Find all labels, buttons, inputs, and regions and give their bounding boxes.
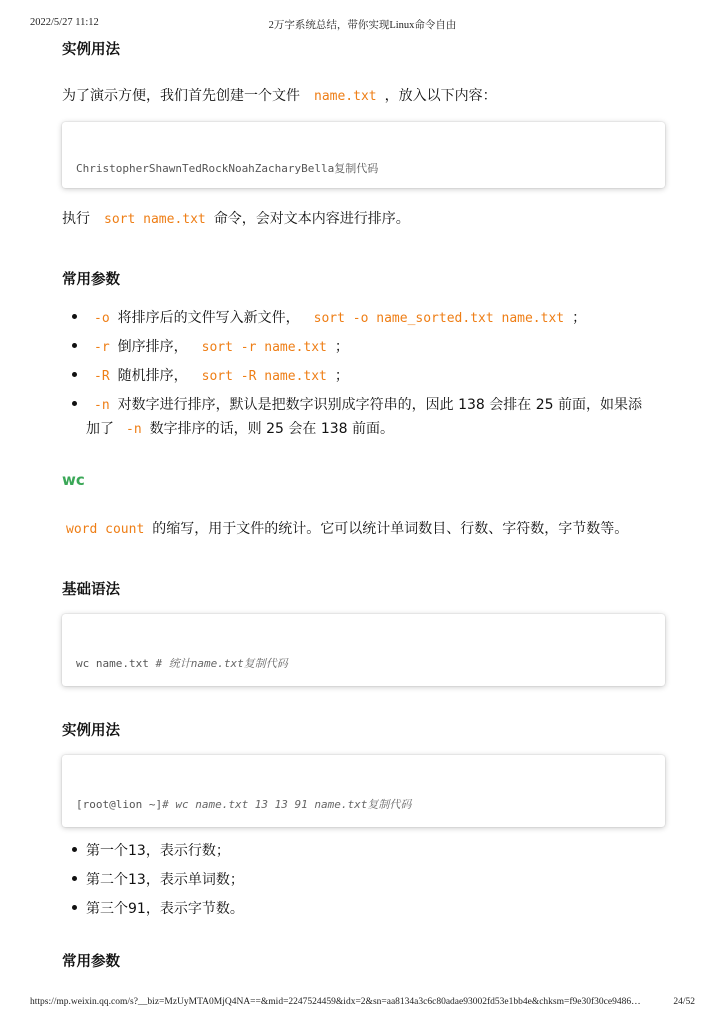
inline-code-flag: -n [126,422,142,437]
inline-code-flag: -o [94,311,110,326]
param-end: ； [334,339,349,355]
print-datetime: 2022/5/27 11:12 [30,17,99,28]
result-text: 第二个13，表示单词数； [86,872,244,888]
bullet [72,876,77,881]
wc-desc-text: 的缩写，用于文件的统计。它可以统计单词数目、行数、字符数，字节数等。 [152,521,629,537]
code-line [76,655,288,671]
inline-code-example: sort -o name_sorted.txt name.txt [313,311,565,326]
copy-code-link[interactable]: 复制代码 [334,162,379,175]
result-text: 第三个91，表示字节数。 [86,901,244,917]
inline-code-filename: name.txt [314,89,377,104]
code-content: wc name.txt [76,657,156,670]
param-desc: 对数字进行排序，默认是把数字识别成字符串的，因此 138 会排在 25 前面，如果添 [117,397,642,413]
inline-code-example: sort -R name.txt [201,369,327,384]
section-heading-wc-params: 常用参数 [62,954,120,970]
intro-text-after: ，放入以下内容： [384,88,497,104]
sort-exec-paragraph [62,208,410,228]
code-line [76,160,378,176]
bullet [72,314,77,319]
list-item-continuation [86,418,394,438]
code-block-wc-basic [62,614,665,686]
result-text: 第一个13，表示行数； [86,843,230,859]
exec-text: 执行 [62,211,90,227]
inline-code-flag: -n [94,398,110,413]
param-desc: 将排序后的文件写入新文件， [117,310,300,326]
intro-text: 为了演示方便，我们首先创建一个文件 [62,88,300,104]
inline-code-sort: sort name.txt [104,212,206,227]
param-desc: 倒序排序， [117,339,188,355]
exec-text-after: 命令，会对文本内容进行排序。 [213,211,410,227]
section-heading-wc-example: 实例用法 [62,723,120,739]
inline-code-example: sort -r name.txt [201,340,327,355]
bullet [72,905,77,910]
print-url: https://mp.weixin.qq.com/s?__biz=MzUyMTA0MjQ4NA==&mid=2247524459&idx=2&sn=aa8134a3c6c80adae93002fd53e1bb4e&chksm=f9e30f30ce9486… [30,997,641,1007]
inline-code-word-count: word count [66,522,145,537]
page-number: 24/52 [673,997,695,1007]
code-block-wc-example [62,755,665,827]
section-heading-wc-basic: 基础语法 [62,582,120,598]
inline-code-flag: -r [94,340,110,355]
sort-intro-paragraph [62,85,497,105]
wc-desc-paragraph [62,518,628,538]
param-desc: 加了 [86,421,114,437]
bullet [72,343,77,348]
print-title: 2万字系统总结，带你实现Linux命令自由 [268,20,457,31]
code-comment: # 统计name.txt复制代码 [155,657,288,670]
code-block-names [62,122,665,188]
section-heading-sort-example: 实例用法 [62,42,120,58]
bullet [72,401,77,406]
param-desc: 随机排序， [117,368,188,384]
code-comment: # wc name.txt 13 13 91 name.txt复制代码 [162,798,412,811]
code-line [76,796,411,812]
code-content: ChristopherShawnTedRockNoahZacharyBella [76,162,335,175]
param-desc: 数字排序的话，则 25 会在 138 前面。 [149,421,394,437]
inline-code-flag: -R [94,369,110,384]
param-end: ； [334,368,349,384]
code-content: [root@lion ~] [76,798,163,811]
bullet [72,372,77,377]
param-end: ； [572,310,587,326]
section-title-wc: wc [62,471,85,489]
bullet [72,847,77,852]
section-heading-sort-params: 常用参数 [62,272,120,288]
